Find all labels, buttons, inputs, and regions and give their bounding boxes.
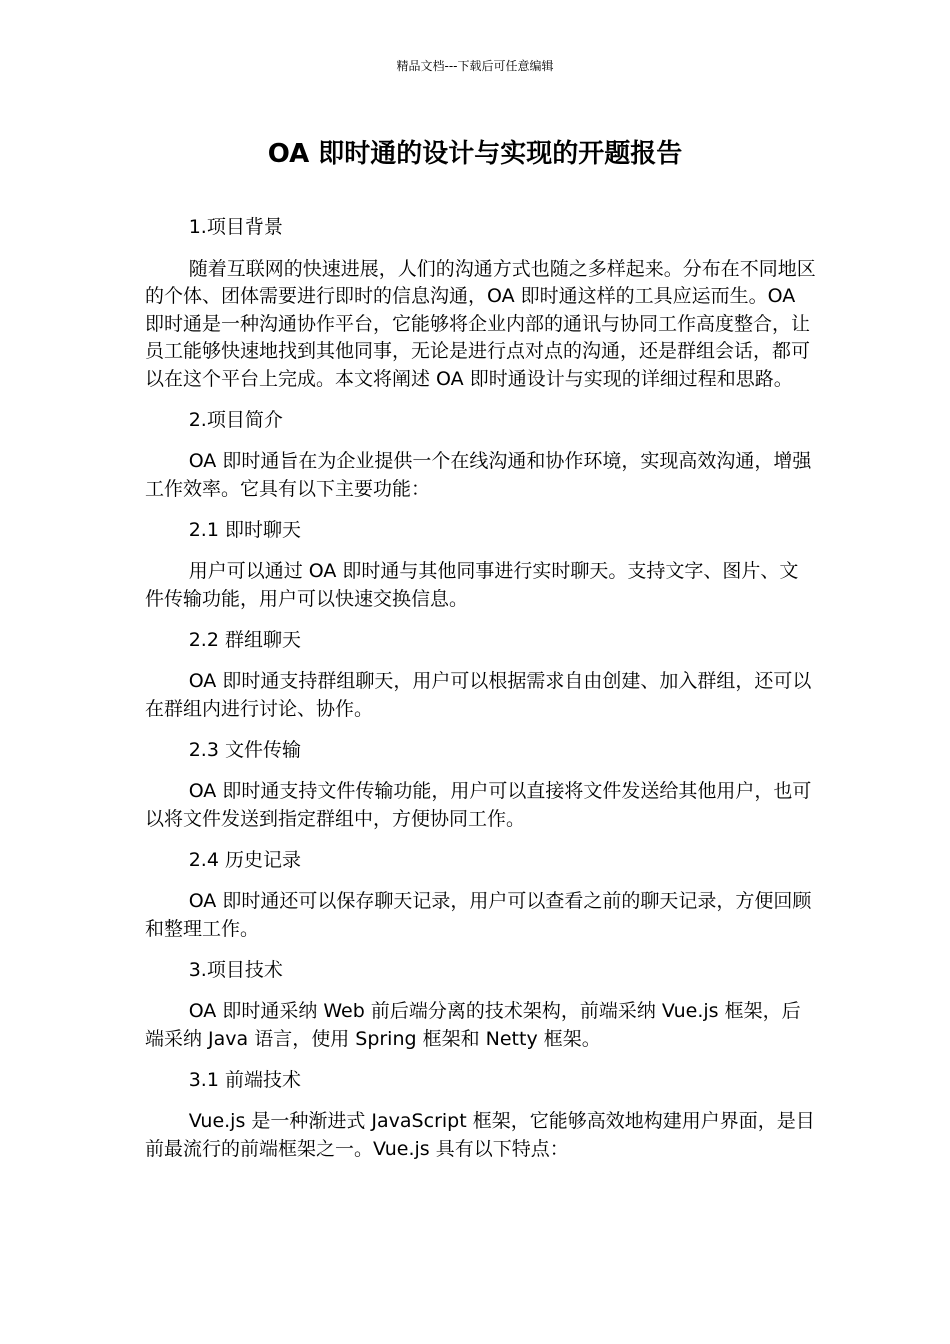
subsection-heading: 3.1 前端技术 <box>188 1068 301 1091</box>
paragraph: OA 即时通还可以保存聊天记录，用户可以查看之前的聊天记录，方便回顾和整理工作。 <box>145 890 812 940</box>
paragraph: OA 即时通支持文件传输功能，用户可以直接将文件发送给其他用户，也可以将文件发送到指定群组中，方便协同工作。 <box>145 780 812 830</box>
paragraph: OA 即时通支持群组聊天，用户可以根据需求自由创建、加入群组，还可以在群组内进行讨论、协作。 <box>145 670 812 720</box>
section-heading: 3.项目技术 <box>188 958 283 981</box>
section-heading: 1.项目背景 <box>188 216 283 238</box>
document-title: OA 即时通的设计与实现的开题报告 <box>267 139 683 169</box>
paragraph: 用户可以通过 OA 即时通与其他同事进行实时聊天。支持文字、图片、文件传输功能，用户可以快速交换信息。 <box>145 560 799 610</box>
paragraph: 随着互联网的快速进展，人们的沟通方式也随之多样起来。分布在不同地区的个体、团体需要进行即时的信息沟通，OA 即时通这样的工具应运而生。OA 即时通是一种沟通协作平台，它能够将企业内部的通讯与协同工作高度整合，让员工能够快速地找到其他同事，无论是进行点对点的沟通，还是群组会话，都可以在这个平台上完成。本文将阐述 OA 即时通设计与实现的详细过程和思路。 <box>145 257 816 390</box>
paragraph: OA 即时通旨在为企业提供一个在线沟通和协作环境，实现高效沟通，增强工作效率。它具有以下主要功能： <box>145 450 812 500</box>
paragraph: OA 即时通采纳 Web 前后端分离的技术架构，前端采纳 Vue.js 框架，后端采纳 Java 语言，使用 Spring 框架和 Netty 框架。 <box>145 1000 801 1050</box>
section-heading: 2.项目简介 <box>188 408 283 431</box>
subsection-heading: 2.3 文件传输 <box>188 738 301 761</box>
document-body <box>145 214 817 1163</box>
subsection-heading: 2.2 群组聊天 <box>188 628 301 651</box>
subsection-heading: 2.4 历史记录 <box>188 848 301 871</box>
subsection-heading: 2.1 即时聊天 <box>188 518 301 541</box>
paragraph: Vue.js 是一种渐进式 JavaScript 框架，它能够高效地构建用户界面，是目前最流行的前端框架之一。Vue.js 具有以下特点： <box>145 1110 815 1160</box>
header-note: 精品文档---下载后可任意编辑 <box>396 59 554 73</box>
